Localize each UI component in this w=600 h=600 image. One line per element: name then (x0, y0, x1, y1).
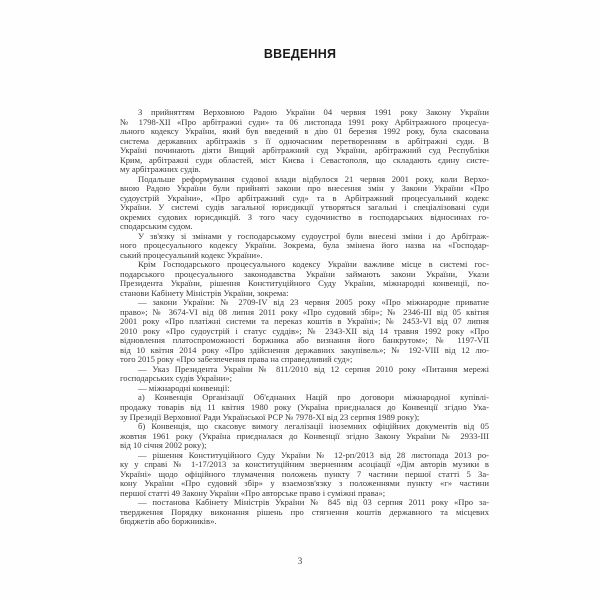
paragraph-first-line: б) Конвенція, що скасовує вимогу легалізації іноземних офіційних документів від 05 (138, 421, 489, 432)
text-line: кону України «Про судовий збір» у взаємозв'язку з положеннями пункту «г» частини (120, 478, 489, 489)
text-line: Україні починають діяти Вищий арбітражний суд України, арбітражний суд Республіки (120, 145, 489, 156)
paragraph-first-line: У зв'язку зі змінами у господарському судоустрої були внесені зміни і до Арбітраж- (138, 230, 489, 241)
text-line: 2010 року «Про судоустрій і статус суддів»; № 2343-XII від 14 травня 1992 року «Про (120, 325, 489, 336)
text-line: окремих судових юрисдикцій. З того часу судочинство в господарських відносинах го- (120, 211, 489, 222)
text-line: бюджетів або боржників». (120, 516, 217, 527)
text-line: Крим, арбітражні суди областей, міст Києва і Севастополя, що складають єдину систе- (120, 154, 489, 165)
text-line: право»; № 3674-VI від 08 липня 2011 року «Про судовий збір»; № 2346-III від 05 квітня (120, 306, 489, 317)
text-line: му арбітражних судів. (120, 164, 201, 175)
paragraph-first-line: а) Конвенція Організації Об'єднаних Націй про договори міжнародної купівлі- (138, 392, 489, 403)
text-line: господарських судів України»; (120, 373, 233, 384)
text-line: вною Радою України були прийняті закони про внесення змін у Закони України «Про (120, 183, 489, 194)
page-number: 3 (297, 556, 303, 566)
text-line: ський процесуальний кодекс України». (120, 249, 263, 260)
text-line: від 10 січня 2002 року); (120, 440, 207, 451)
text-line: продажу товарів від 11 квітня 1980 року (Україна приєдналася до Конвенції згідно Ука- (120, 401, 489, 412)
text-line: 2001 року «Про платіжні системи та переказ коштів в Україні»; № 2453-VI від 07 липня (120, 316, 489, 327)
text-line: зу Президії Верховної Ради Української РСР № 7978-XI від 23 серпня 1989 року); (120, 411, 420, 422)
text-line: України. У системі судів загальної юрисдикції утворяться загальні і спеціалізовані суди (120, 202, 489, 213)
text-line: твердження Порядку виконання рішень про стягнення коштів державного та місцевих (120, 506, 489, 517)
text-line: першої статті 49 Закону України «Про авторське право і суміжні права»; (120, 487, 386, 498)
text-line: від 10 квітня 2014 року «Про здійснення державних закупівель»; № 192-VIII від 12 лю- (120, 344, 489, 355)
text-line: того 2015 року «Про забезпечення права на справедливий суд»; (120, 354, 353, 365)
text-line: судоустрій України», «Про арбітражний суд» та в Арбітражний процесуальний кодекс (120, 192, 489, 203)
text-line: станови Кабінету Міністрів України, зокрема: (120, 287, 289, 298)
text-line: відновлення платоспроможності боржника або визнання його банкрутом»; № 1197-VII (120, 335, 489, 346)
page-title: ВВЕДЕННЯ (263, 47, 337, 61)
text-line: льного кодексу України, який був введений в дію 01 березня 1992 року, була скасована (120, 126, 489, 137)
paragraph-first-line: — рішення Конституційного Суду України № 12-рп/2013 від 28 листопада 2013 ро- (138, 449, 489, 460)
text-line: № 1798-XII «Про арбітражні суди» та 06 листопада 1991 року Арбітражного процесуа- (120, 116, 489, 127)
paragraph-first-line: — постанова Кабінету Міністрів України № 845 від 03 серпня 2011 року «Про за- (138, 497, 489, 508)
text-line: ного процесуального кодексу України. Зокрема, була змінена його назва на «Господар- (120, 240, 489, 251)
paragraph-first-line: З прийняттям Верховною Радою України 04 червня 1991 року Закону України (138, 107, 489, 117)
text-line: Україні» щодо офіційного тлумачення положень пункту 7 частини першої статті 5 За- (120, 468, 489, 479)
text-line: сподарським судом. (120, 221, 193, 232)
text-line: Президента України, рішення Конституційного Суду України, міжнародні конвенції, по- (120, 278, 489, 289)
text-line: подарського процесуального законодавства України займають закони України, Укази (120, 268, 489, 279)
paragraph-first-line: — міжнародні конвенції: (138, 382, 230, 393)
text-line: система державних арбітражів з її одночасним перетворенням в арбітражні суди. В (120, 135, 489, 146)
text-line: ку у справі № 1-17/2013 за конституційним зверненням асоціації «Дім авторів музики в (120, 459, 489, 470)
body-text (120, 108, 489, 527)
text-line: жовтня 1961 року (Україна приєдналася до Конвенції згідно Закону України № 2933-III (120, 430, 489, 441)
paragraph-first-line: Подальше реформування судової влади відбулося 21 червня 2001 року, коли Верхо- (138, 173, 489, 184)
paragraph-first-line: — закони України: № 2709-IV від 23 червня 2005 року «Про міжнародне приватне (138, 297, 489, 308)
paragraph-first-line: Крім Господарського процесуального кодексу України важливе місце в системі гос- (138, 259, 489, 270)
paragraph-first-line: — Указ Президента України № 811/2010 від 12 серпня 2010 року «Питання мережі (138, 363, 489, 374)
